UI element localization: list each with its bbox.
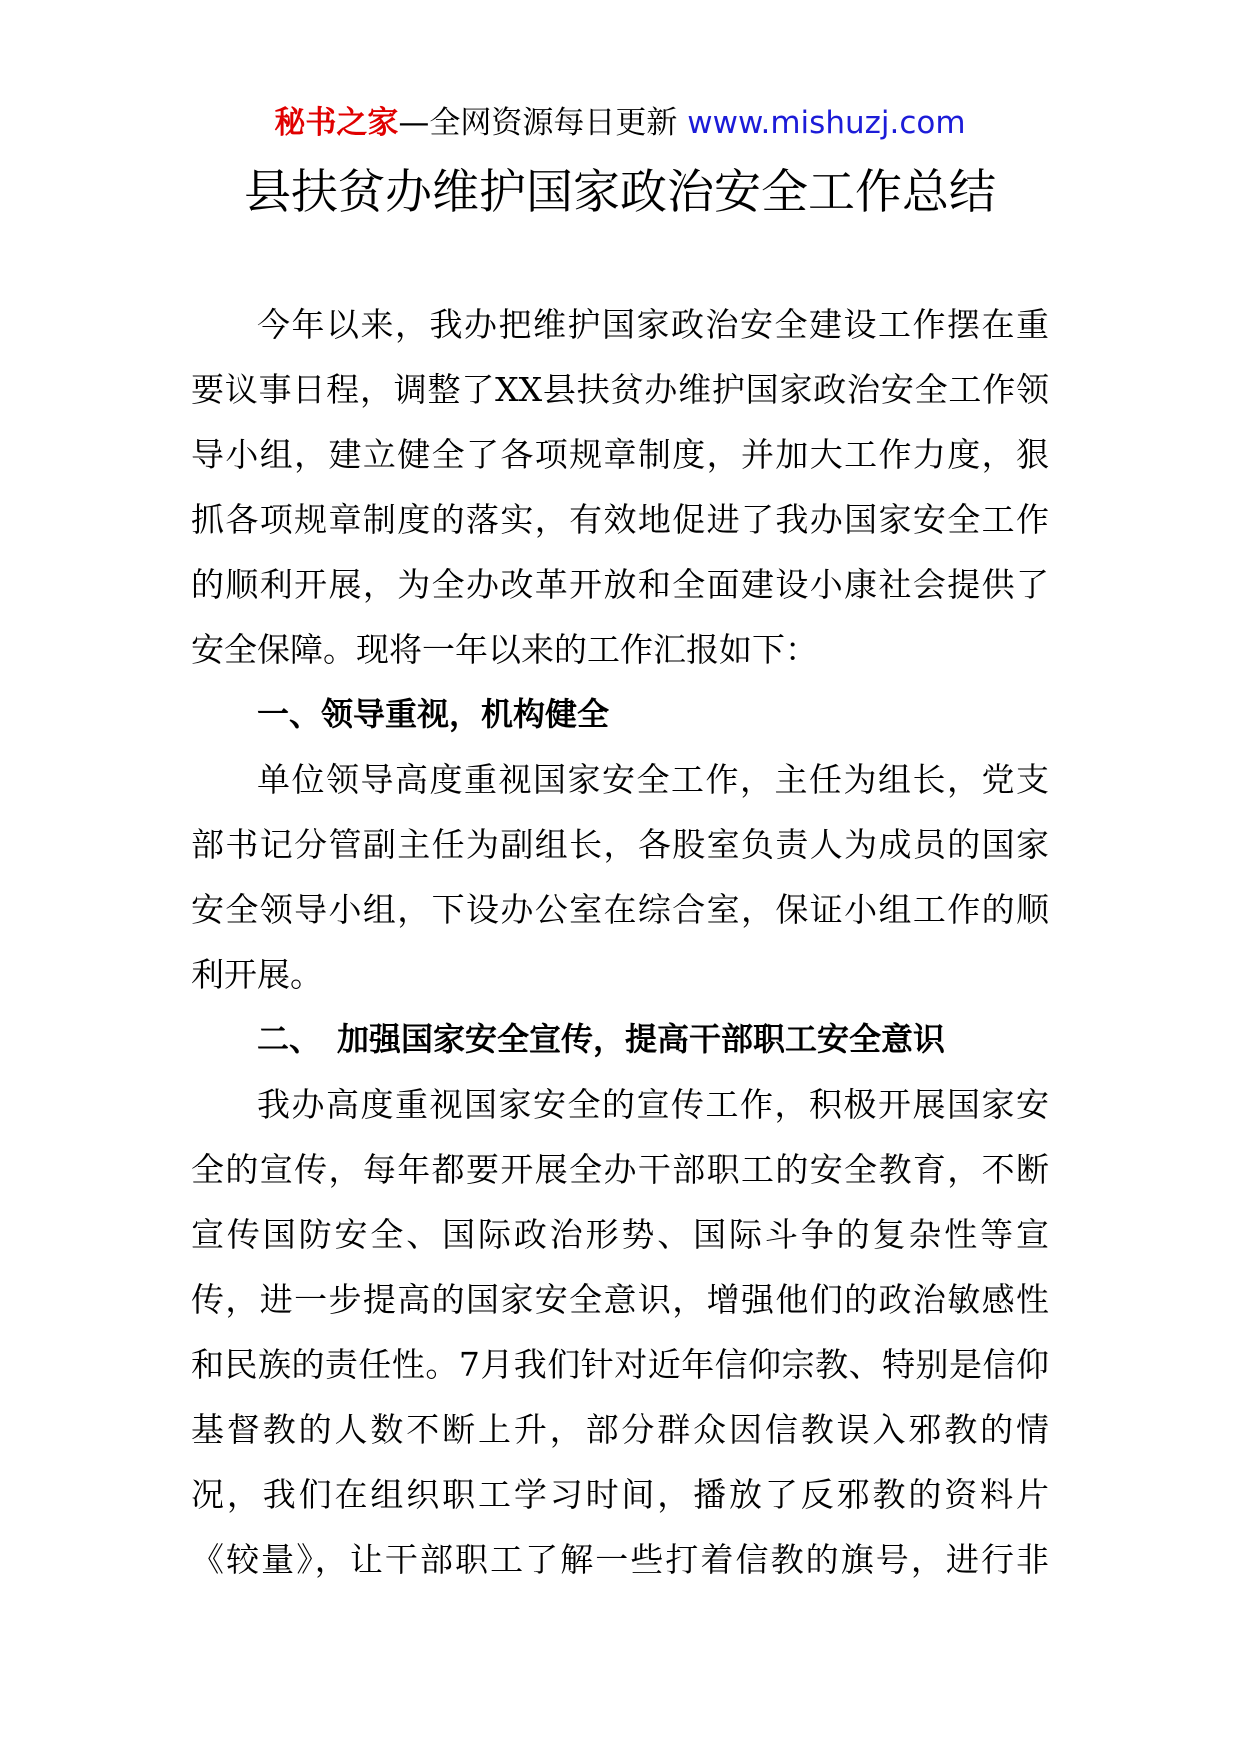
site-brand: 秘书之家 [274, 105, 399, 141]
site-slogan: —全网资源每日更新 [398, 105, 678, 141]
paragraph-line: 今年以来，我办把维护国家政治安全建设工作摆在重 [257, 305, 1049, 344]
paragraph-line: 宣传国防安全、国际政治形势、国际斗争的复杂性等宣 [191, 1215, 1049, 1254]
paragraph-leadership [191, 747, 1049, 1007]
paragraph-line: 基督教的人数不断上升，部分群众因信教误入邪教的情 [191, 1410, 1049, 1449]
paragraph-line: 全的宣传，每年都要开展全办干部职工的安全教育，不断 [191, 1150, 1049, 1189]
paragraph-line: 要议事日程，调整了XX县扶贫办维护国家政治安全工作领 [191, 370, 1049, 409]
site-url-link[interactable]: www.mishuzj.com [687, 105, 966, 141]
paragraph-intro [191, 292, 1049, 682]
paragraph-line: 传，进一步提高的国家安全意识，增强他们的政治敏感性 [191, 1280, 1049, 1319]
paragraph-line: 《较量》，让干部职工了解一些打着信教的旗号，进行非 [191, 1540, 1049, 1579]
document-title: 县扶贫办维护国家政治安全工作总结 [244, 165, 996, 220]
paragraph-line: 单位领导高度重视国家安全工作，主任为组长，党支 [257, 760, 1049, 799]
section-heading-1: 一、领导重视，机构健全 [257, 695, 610, 733]
paragraph-line: 和民族的责任性。7月我们针对近年信仰宗教、特别是信仰 [191, 1345, 1049, 1384]
section-heading-2: 二、 加强国家安全宣传，提高干部职工安全意识 [257, 1020, 946, 1058]
paragraph-line: 抓各项规章制度的落实，有效地促进了我办国家安全工作 [191, 500, 1049, 539]
paragraph-line: 安全领导小组，下设办公室在综合室，保证小组工作的顺 [191, 890, 1049, 929]
paragraph-line: 我办高度重视国家安全的宣传工作，积极开展国家安 [257, 1085, 1049, 1124]
paragraph-line: 的顺利开展，为全办改革开放和全面建设小康社会提供了 [191, 565, 1049, 604]
paragraph-line: 安全保障。现将一年以来的工作汇报如下： [191, 630, 818, 669]
paragraph-line: 部书记分管副主任为副组长，各股室负责人为成员的国家 [191, 825, 1049, 864]
paragraph-line: 况，我们在组织职工学习时间，播放了反邪教的资料片 [191, 1475, 1049, 1514]
paragraph-line: 导小组，建立健全了各项规章制度，并加大工作力度，狠 [191, 435, 1049, 474]
paragraph-publicity [191, 1072, 1049, 1592]
site-banner [0, 98, 1240, 148]
paragraph-line: 利开展。 [191, 955, 323, 994]
document-body [191, 292, 1049, 1592]
